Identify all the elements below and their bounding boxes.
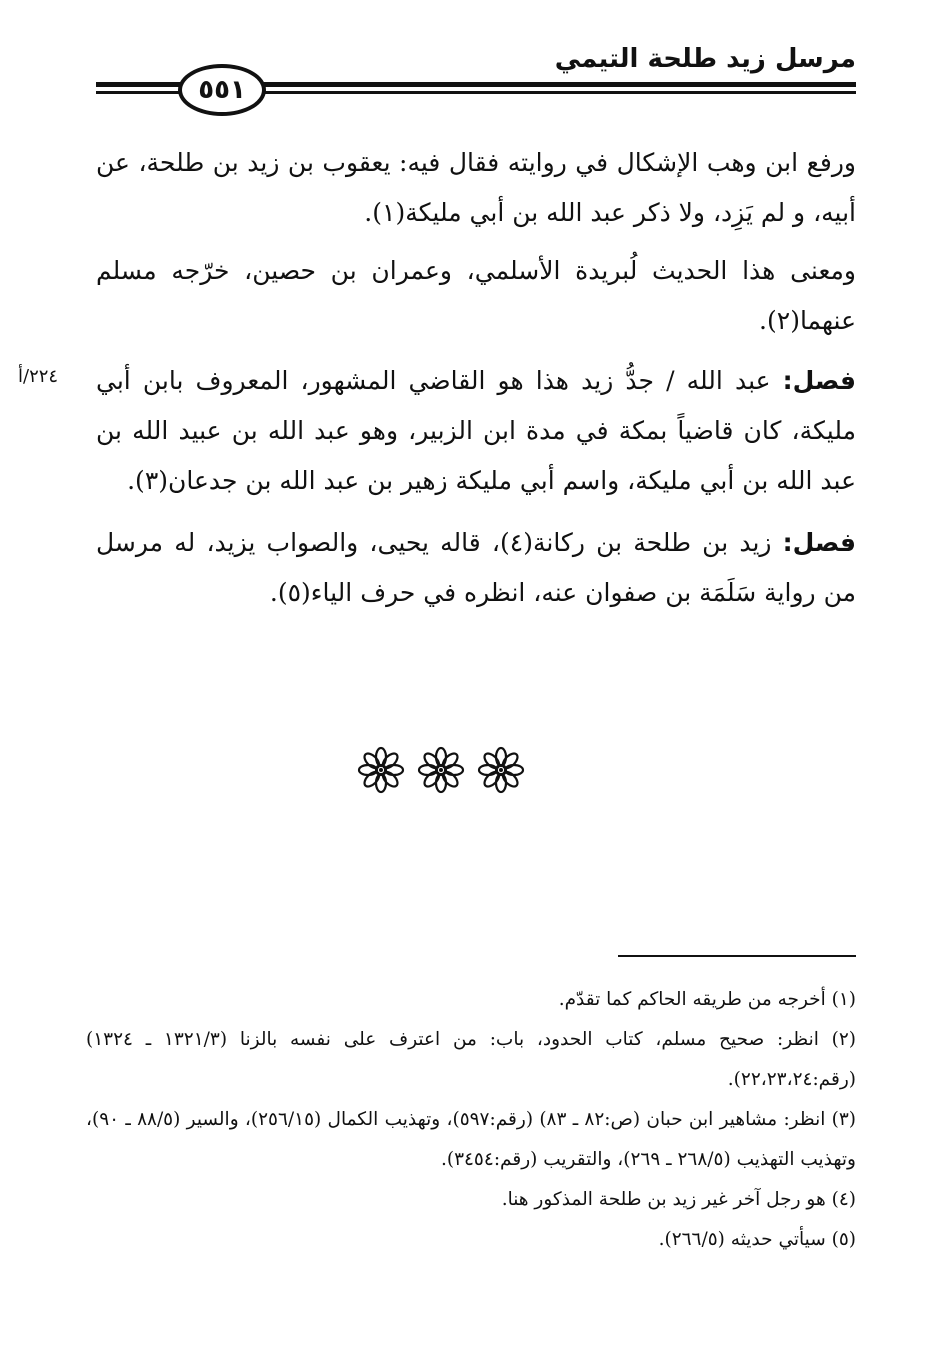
section-divider-ornament: [356, 742, 526, 798]
paragraph-text: زيد بن طلحة بن ركانة(٤)، قاله يحيى، والصواب يزيد، له مرسل من رواية سَلَمَة بن صفوان عنه، انظره في حرف الياء(٥).: [96, 528, 856, 607]
footnote-separator: [618, 955, 856, 957]
paragraph-text: عبد الله / جدُّ زيد هذا هو القاضي المشهور، المعروف بابن أبي مليكة، كان قاضياً بمكة في مدة ابن الزبير، وهو عبد الله بن عبيد الله بن عبد الله بن أبي مليكة، واسم أبي مليكة زهير بن عبد الله بن جدعان(٣).: [96, 366, 856, 495]
paragraph-text: ومعنى هذا الحديث لُبريدة الأسلمي، وعمران بن حصين، خرّجه مسلم عنهما(٢).: [96, 256, 856, 335]
paragraph: [96, 246, 856, 346]
section-paragraph: [96, 518, 856, 618]
flower-ornament-icon: [476, 745, 526, 795]
footnotes: [86, 980, 856, 1260]
footnote: (٣) انظر: مشاهير ابن حبان (ص:٨٢ ـ ٨٣) (رقم:٥٩٧)، وتهذيب الكمال (٢٥٦/١٥)، والسير (٨٨/٥ ـ ٩٠)، وتهذيب التهذيب (٢٦٨/٥ ـ ٢٦٩)، والتقريب (رقم:٣٤٥٤).: [86, 1109, 857, 1170]
section-lead: فصل:: [782, 366, 856, 395]
footnote: (٥) سيأتي حديثه (٢٦٦/٥).: [658, 1229, 856, 1250]
paragraph-text: ورفع ابن وهب الإشكال في روايته فقال فيه: يعقوب بن زيد بن طلحة، عن أبيه، و لم يَزِد، ولا ذكر عبد الله بن أبي مليكة(١).: [96, 148, 856, 227]
flower-ornament-icon: [416, 745, 466, 795]
footnote: (٤) هو رجل آخر غير زيد بن طلحة المذكور هنا.: [501, 1189, 856, 1210]
paragraph: [96, 138, 856, 238]
page-number: ٥٥١: [178, 64, 266, 116]
footnote: (١) أخرجه من طريقه الحاكم كما تقدّم.: [558, 989, 856, 1010]
section-paragraph: [96, 356, 856, 506]
manuscript-folio-note: ٢٢٤/أ: [18, 366, 59, 387]
flower-ornament-icon: [356, 745, 406, 795]
footnote: (٢) انظر: صحيح مسلم، كتاب الحدود، باب: من اعترف على نفسه بالزنا (١٣٢١/٣ ـ ١٣٢٤) (رقم:٢٢،٢٣،٢٤).: [86, 1029, 856, 1090]
section-lead: فصل:: [782, 528, 856, 557]
running-title: مرسل زيد طلحة التيمي: [554, 44, 856, 74]
